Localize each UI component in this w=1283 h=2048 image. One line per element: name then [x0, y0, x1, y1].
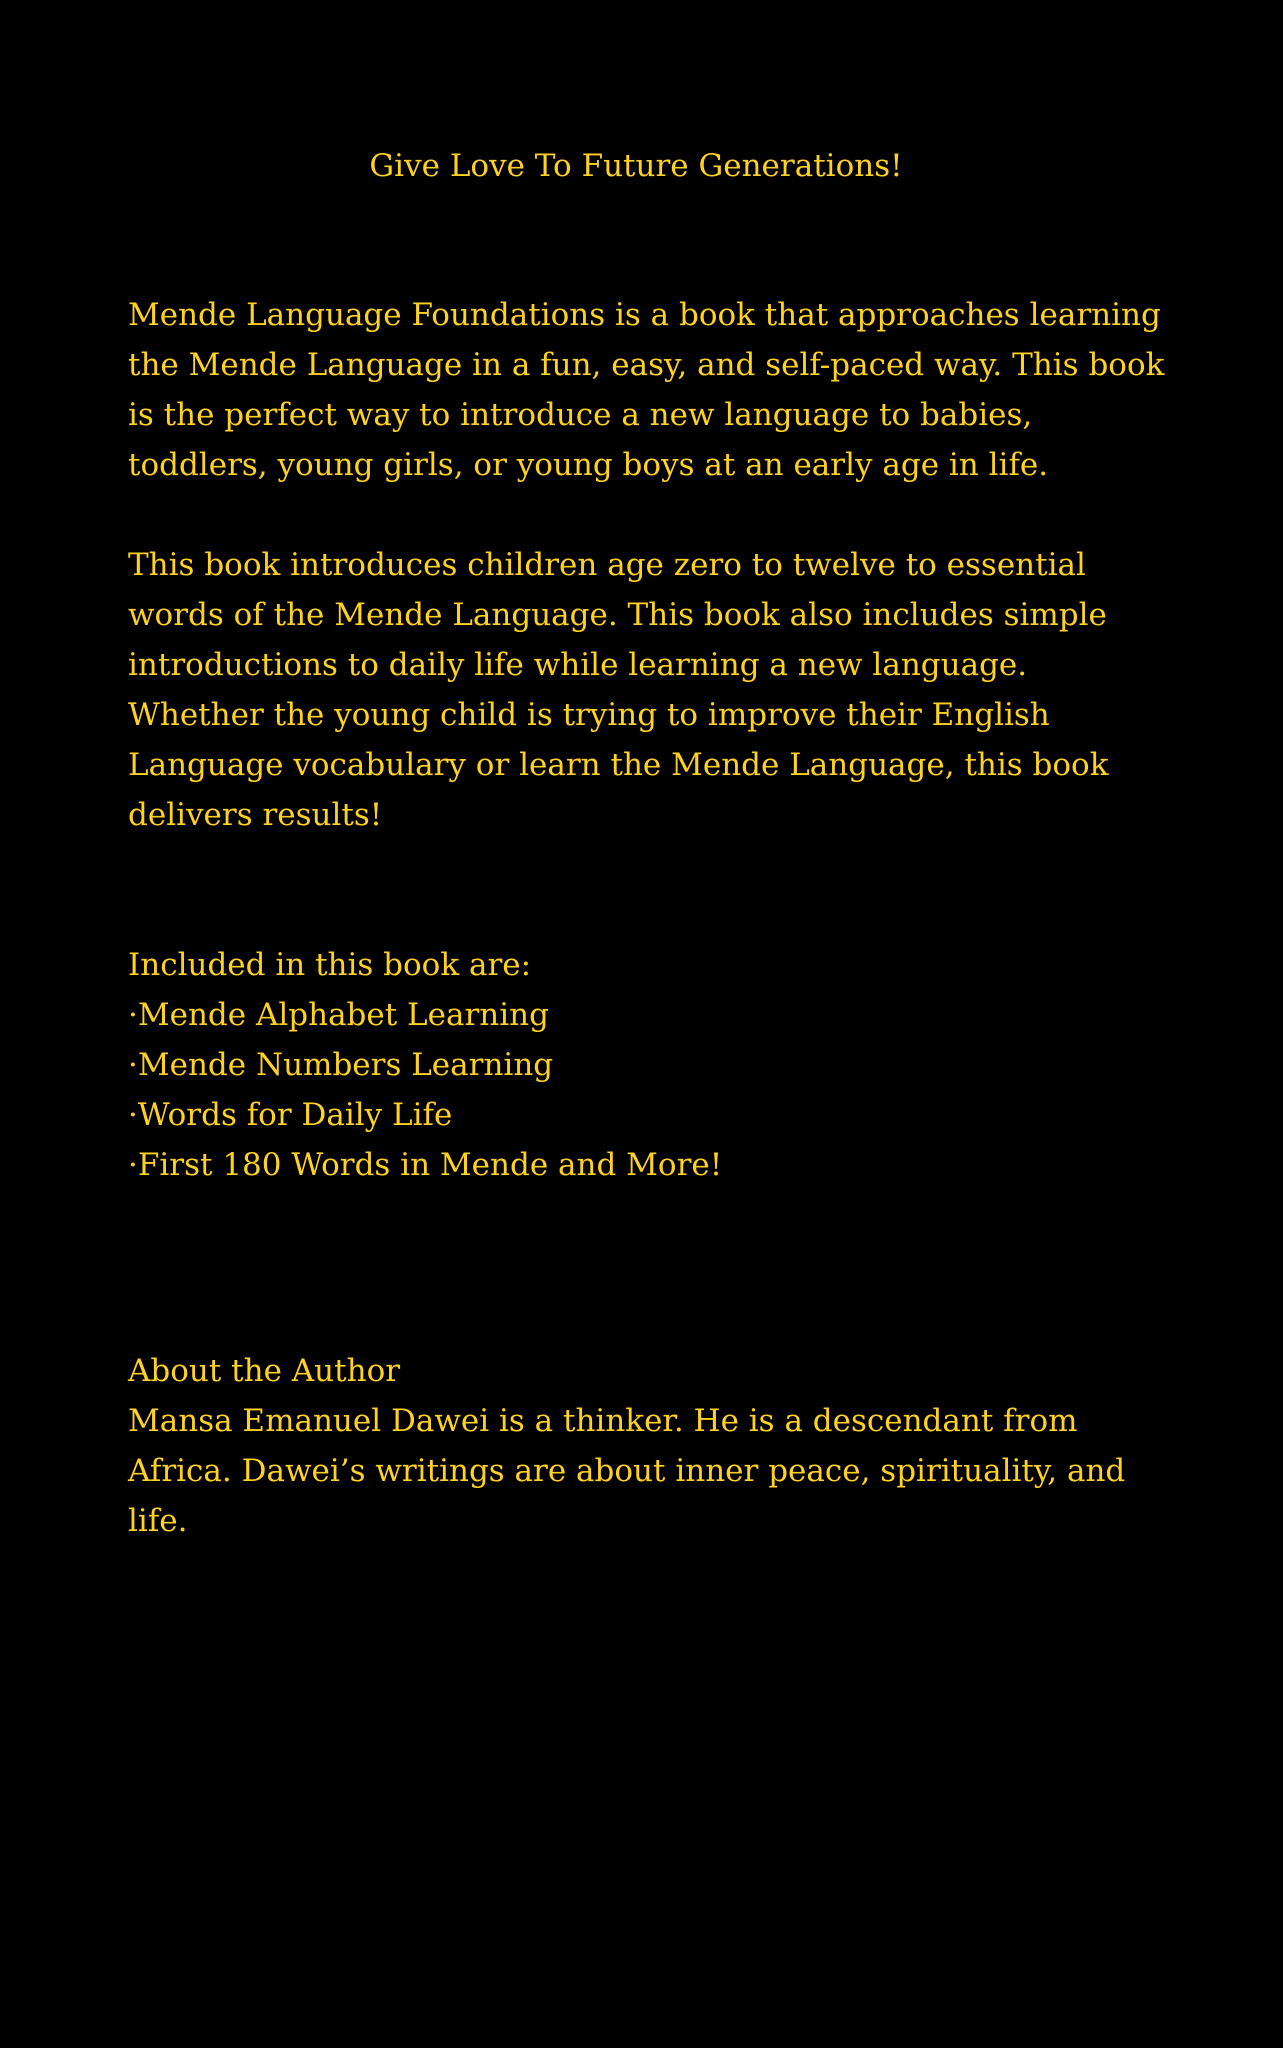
list-item-label: First 180 Words in Mende and More! — [137, 1147, 723, 1183]
about-author-text: Mansa Emanuel Dawei is a thinker. He is a descendant from Africa. Dawei’s writings are about inner peace, spirituality, and life. — [128, 1403, 1126, 1539]
description-paragraph-1: Mende Language Foundations is a book that approaches learning the Mende Language in a fun, easy, and self-paced way. This book is the perfect way to introduce a new language to babies, toddlers, young girls, or young boys at an early age in life. — [128, 297, 1165, 483]
about-author-heading: About the Author — [128, 1353, 401, 1389]
included-section — [128, 940, 1168, 1190]
content-column — [128, 146, 1168, 1546]
about-author-section — [128, 1346, 1168, 1546]
description-paragraph-2: This book introduces children age zero to twelve to essential words of the Mende Language. This book also includes simple introductions to daily life while learning a new language. Whether the young child is trying to improve their English Language vocabulary or learn the Mende Language, this book delivers results! — [128, 547, 1109, 833]
list-item — [128, 1090, 1168, 1140]
list-item — [128, 1040, 1168, 1090]
included-heading: Included in this book are: — [128, 947, 532, 983]
bullet-dot-icon: · — [128, 1147, 138, 1183]
included-list — [128, 990, 1168, 1190]
bullet-dot-icon: · — [128, 997, 138, 1033]
list-item-label: Mende Alphabet Learning — [137, 997, 549, 1033]
bullet-dot-icon: · — [128, 1047, 138, 1083]
headline: Give Love To Future Generations! — [369, 148, 903, 184]
list-item-label: Mende Numbers Learning — [137, 1047, 554, 1083]
bullet-dot-icon: · — [128, 1097, 138, 1133]
list-item — [128, 990, 1168, 1040]
list-item-label: Words for Daily Life — [137, 1097, 453, 1133]
list-item — [128, 1140, 1168, 1190]
